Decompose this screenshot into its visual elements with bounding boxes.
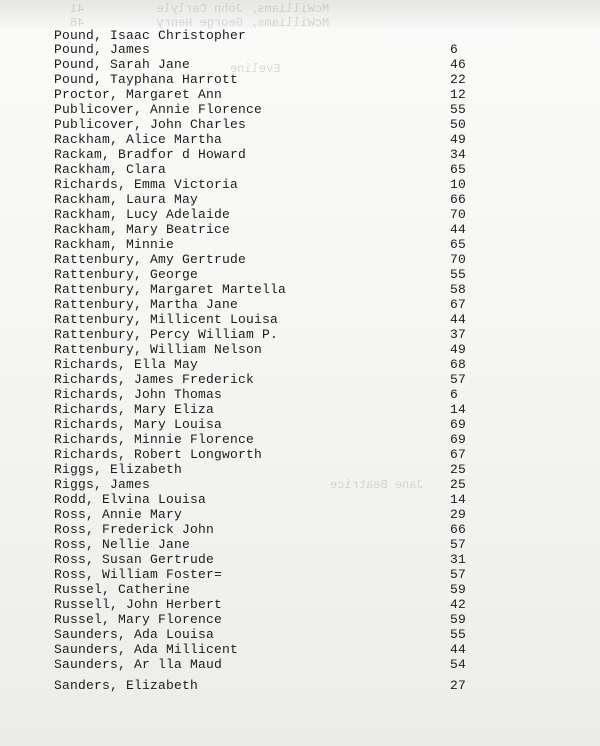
row-age: 44 (450, 312, 467, 327)
row-name: Richards, Mary Louisa (54, 417, 223, 432)
row-age: 27 (450, 678, 467, 693)
list-row (54, 657, 574, 672)
list-row (54, 567, 574, 582)
row-name: Saunders, Ar lla Maud (54, 657, 223, 672)
row-age: 10 (450, 177, 467, 192)
row-age: 37 (450, 327, 467, 342)
page-top-fold (0, 0, 600, 28)
row-age: 44 (450, 222, 467, 237)
list-row (54, 642, 574, 657)
row-age: 67 (450, 447, 467, 462)
row-name: Rackham, Mary Beatrice (54, 222, 231, 237)
list-row (54, 462, 574, 477)
row-age: 49 (450, 132, 467, 147)
list-row (54, 597, 574, 612)
row-age: 55 (450, 102, 467, 117)
list-row (54, 192, 574, 207)
row-name: Russel, Catherine (54, 582, 191, 597)
row-name: Ross, Frederick John (54, 522, 215, 537)
row-name: Richards, Robert Longworth (54, 447, 263, 462)
row-age: 6 (450, 387, 459, 402)
list-row (54, 507, 574, 522)
row-name: Sanders, Elizabeth (54, 678, 199, 693)
row-age: 22 (450, 72, 467, 87)
row-name: Richards, Ella May (54, 357, 199, 372)
list-row (54, 57, 574, 72)
row-name: Pound, Sarah Jane (54, 57, 191, 72)
list-row (54, 387, 574, 402)
row-age: 50 (450, 117, 467, 132)
row-name: Pound, Tayphana Harrott (54, 72, 239, 87)
row-age: 65 (450, 237, 467, 252)
list-row (54, 42, 574, 57)
row-age: 66 (450, 522, 467, 537)
row-age: 34 (450, 147, 467, 162)
list-row (54, 678, 574, 693)
list-row (54, 72, 574, 87)
list-row (54, 492, 574, 507)
list-row (54, 522, 574, 537)
row-age: 66 (450, 192, 467, 207)
row-age: 49 (450, 342, 467, 357)
row-name: Rackham, Minnie (54, 237, 175, 252)
list-row (54, 162, 574, 177)
row-age: 25 (450, 477, 467, 492)
row-name: Rackham, Clara (54, 162, 167, 177)
row-age: 14 (450, 492, 467, 507)
list-row (54, 28, 574, 42)
list-row (54, 102, 574, 117)
row-name: Saunders, Ada Louisa (54, 627, 215, 642)
row-name: Rackham, Lucy Adelaide (54, 207, 231, 222)
row-age: 44 (450, 642, 467, 657)
row-name: Ross, Nellie Jane (54, 537, 191, 552)
row-name: Ross, Annie Mary (54, 507, 183, 522)
row-age: 25 (450, 462, 467, 477)
list-row (54, 207, 574, 222)
row-age: 70 (450, 207, 467, 222)
row-name: Rackam, Bradfor d Howard (54, 147, 247, 162)
list-row (54, 297, 574, 312)
row-name: Riggs, Elizabeth (54, 462, 183, 477)
name-age-list (54, 28, 574, 693)
list-row (54, 552, 574, 567)
row-age: 58 (450, 282, 467, 297)
row-name: Riggs, James (54, 477, 151, 492)
list-row (54, 477, 574, 492)
row-name: Ross, Susan Gertrude (54, 552, 215, 567)
row-name: Proctor, Margaret Ann (54, 87, 223, 102)
list-row (54, 447, 574, 462)
row-age: 69 (450, 417, 467, 432)
list-row (54, 417, 574, 432)
list-row (54, 147, 574, 162)
row-name: Richards, John Thomas (54, 387, 223, 402)
list-row (54, 177, 574, 192)
bleed-text-1: McWilliams, John Carlyle 41 (70, 2, 330, 16)
list-row (54, 327, 574, 342)
row-name: Pound, James (54, 42, 151, 57)
list-row (54, 582, 574, 597)
list-row (54, 237, 574, 252)
list-row (54, 252, 574, 267)
bleed-text-3: Eveline (230, 62, 281, 76)
list-row (54, 372, 574, 387)
row-name: Publicover, John Charles (54, 117, 247, 132)
list-row (54, 282, 574, 297)
row-name: Rattenbury, George (54, 267, 199, 282)
row-name: Rackham, Alice Martha (54, 132, 223, 147)
row-name: Rattenbury, William Nelson (54, 342, 263, 357)
row-name: Russell, John Herbert (54, 597, 223, 612)
list-row (54, 627, 574, 642)
bleed-text-2: McWilliams, George Henry 48 (70, 16, 330, 30)
list-row (54, 402, 574, 417)
row-age: 14 (450, 402, 467, 417)
row-age: 54 (450, 657, 467, 672)
row-age: 55 (450, 627, 467, 642)
row-age: 6 (450, 42, 459, 57)
row-name: Richards, Minnie Florence (54, 432, 255, 447)
row-age: 59 (450, 582, 467, 597)
row-age: 46 (450, 57, 467, 72)
row-name: Ross, William Foster= (54, 567, 223, 582)
row-age: 57 (450, 372, 467, 387)
row-name: Rattenbury, Millicent Louisa (54, 312, 279, 327)
list-row (54, 87, 574, 102)
list-row (54, 537, 574, 552)
row-age: 57 (450, 537, 467, 552)
row-name: Russel, Mary Florence (54, 612, 223, 627)
row-name: Rodd, Elvina Louisa (54, 492, 207, 507)
row-age: 12 (450, 87, 467, 102)
row-name: Rattenbury, Margaret Martella (54, 282, 287, 297)
row-age: 70 (450, 252, 467, 267)
row-age: 57 (450, 567, 467, 582)
row-name: Rattenbury, Amy Gertrude (54, 252, 247, 267)
row-name: Rackham, Laura May (54, 192, 199, 207)
list-row (54, 432, 574, 447)
list-row (54, 267, 574, 282)
list-row (54, 117, 574, 132)
row-age: 31 (450, 552, 467, 567)
list-row (54, 612, 574, 627)
row-name: Richards, Mary Eliza (54, 402, 215, 417)
row-age: 42 (450, 597, 467, 612)
row-age: 68 (450, 357, 467, 372)
row-age: 29 (450, 507, 467, 522)
list-row (54, 132, 574, 147)
row-name: Pound, Isaac Christopher (54, 28, 247, 43)
row-age: 69 (450, 432, 467, 447)
row-age: 59 (450, 612, 467, 627)
row-name: Rattenbury, Martha Jane (54, 297, 239, 312)
list-row (54, 312, 574, 327)
row-name: Rattenbury, Percy William P. (54, 327, 279, 342)
row-age: 55 (450, 267, 467, 282)
list-row (54, 342, 574, 357)
list-row (54, 357, 574, 372)
row-name: Richards, Emma Victoria (54, 177, 239, 192)
list-row (54, 222, 574, 237)
row-age: 67 (450, 297, 467, 312)
row-name: Publicover, Annie Florence (54, 102, 263, 117)
row-name: Saunders, Ada Millicent (54, 642, 239, 657)
row-name: Richards, James Frederick (54, 372, 255, 387)
row-age: 65 (450, 162, 467, 177)
bleed-text-4: Jane Beatrice (330, 478, 424, 492)
